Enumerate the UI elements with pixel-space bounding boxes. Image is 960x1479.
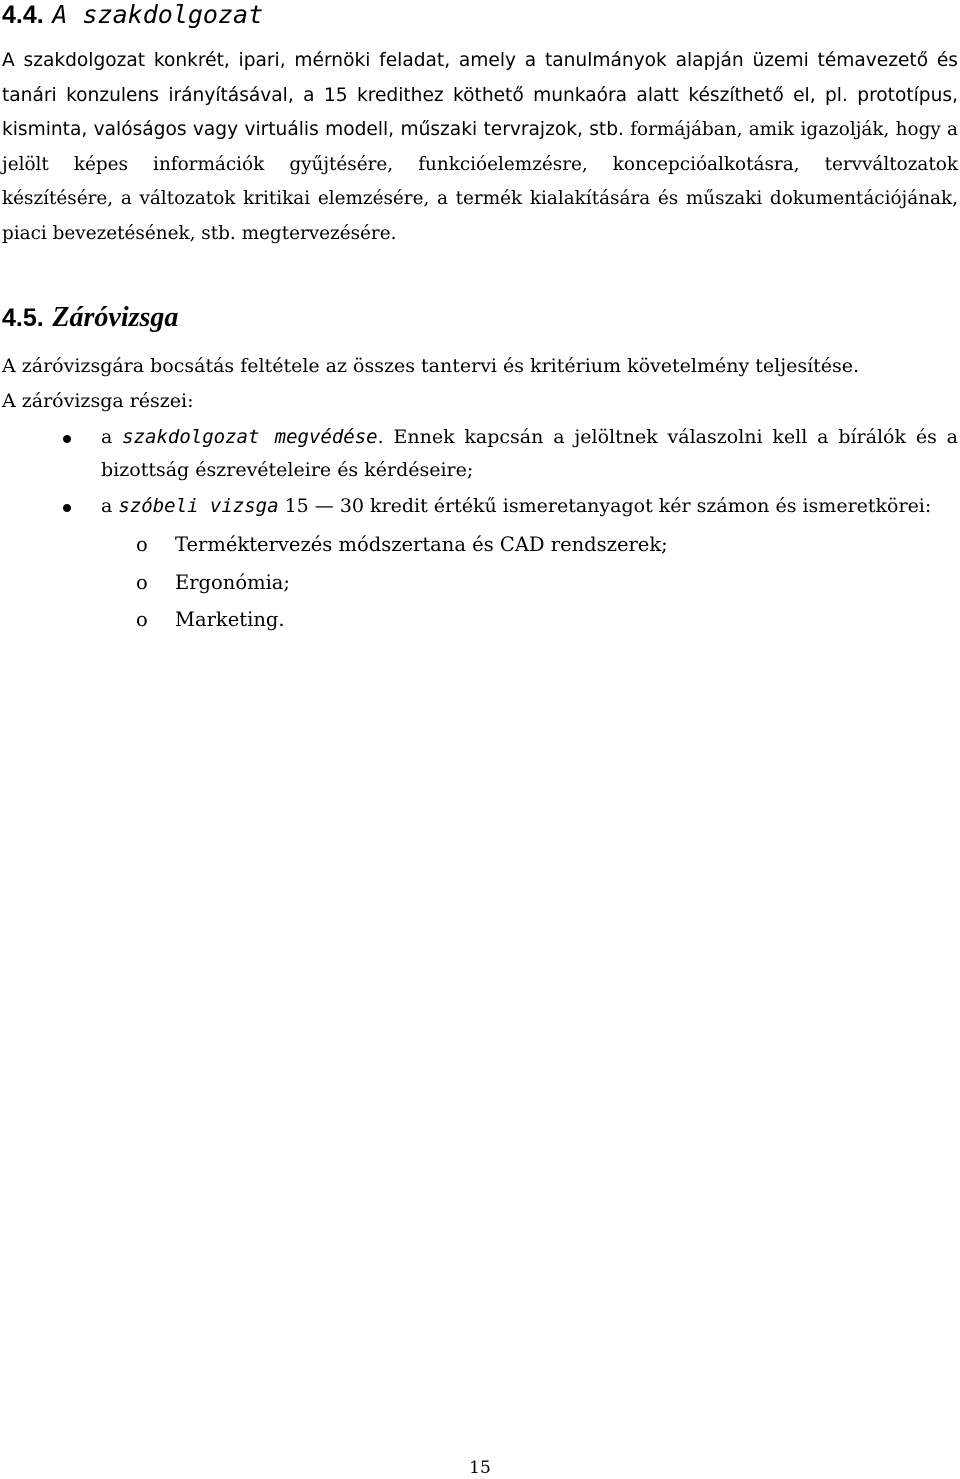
list-item xyxy=(0,490,960,639)
sub-list-item xyxy=(0,526,958,564)
circle-bullet-icon: o xyxy=(136,533,148,556)
sub-item-text: Terméktervezés módszertana és CAD rendszerek; xyxy=(175,533,668,556)
section-number: 4.5. xyxy=(2,304,44,332)
page-number: 15 xyxy=(469,1458,491,1478)
section-number: 4.4. xyxy=(2,1,44,29)
section-title: Záróvizsga xyxy=(52,302,179,333)
bullet-text: . Ennek kapcsán a jelöltnek válaszolni kell a bírálók és a bizottság észrevételeire és kérdéseire; xyxy=(101,426,958,481)
sub-list-item xyxy=(0,564,958,602)
bullet-prefix: a xyxy=(101,426,123,448)
section-heading-4-4 xyxy=(2,0,263,30)
sub-list-item xyxy=(0,601,958,639)
exam-topics-list xyxy=(0,526,958,639)
exam-parts-intro: A záróvizsga részei: xyxy=(2,390,194,412)
section-title: A szakdolgozat xyxy=(52,0,264,29)
sub-list-wrapper xyxy=(0,526,958,639)
bullet-icon xyxy=(63,435,71,443)
section-heading-4-5 xyxy=(2,303,178,333)
exam-condition-paragraph: A záróvizsgára bocsátás feltétele az összes tantervi és kritérium követelmény teljesítése. xyxy=(2,355,860,377)
sub-item-text: Ergonómia; xyxy=(175,570,291,594)
sub-item-text: Marketing. xyxy=(175,608,285,631)
bullet-emphasis: szakdolgozat megvédése xyxy=(122,426,378,448)
bullet-prefix: a xyxy=(101,495,119,517)
thesis-paragraph-part2: formájában, amik igazolják, hogy a jelölt képes információk gyűjtésére, funkcióelemzésre, koncepcióalkotásra, tervváltozatok készítésére, a változatok kritikai elemzésére, a termék kialakítására és műszaki dokumentációjának, piaci bevezetésének, stb. megtervezésére. xyxy=(2,119,958,244)
circle-bullet-icon: o xyxy=(136,608,148,631)
bullet-text: 15 — 30 kredit értékű ismeretanyagot kér számon és ismeretkörei: xyxy=(278,495,932,517)
thesis-paragraph xyxy=(2,44,958,251)
circle-bullet-icon: o xyxy=(136,570,148,594)
thesis-paragraph-part1: A szakdolgozat konkrét, ipari, mérnöki feladat, amely a tanulmányok alapján üzemi témavezető és tanári konzulens irányításával, a 15 kredithez köthető munkaóra alatt készíthető el, pl. prototípus, kisminta, valóságos vagy virtuális modell, műszaki tervrajzok, stb. xyxy=(2,50,958,140)
bullet-icon xyxy=(63,504,71,512)
exam-parts-list xyxy=(0,421,960,642)
bullet-emphasis: szóbeli vizsga xyxy=(118,495,279,517)
list-item xyxy=(0,421,960,487)
